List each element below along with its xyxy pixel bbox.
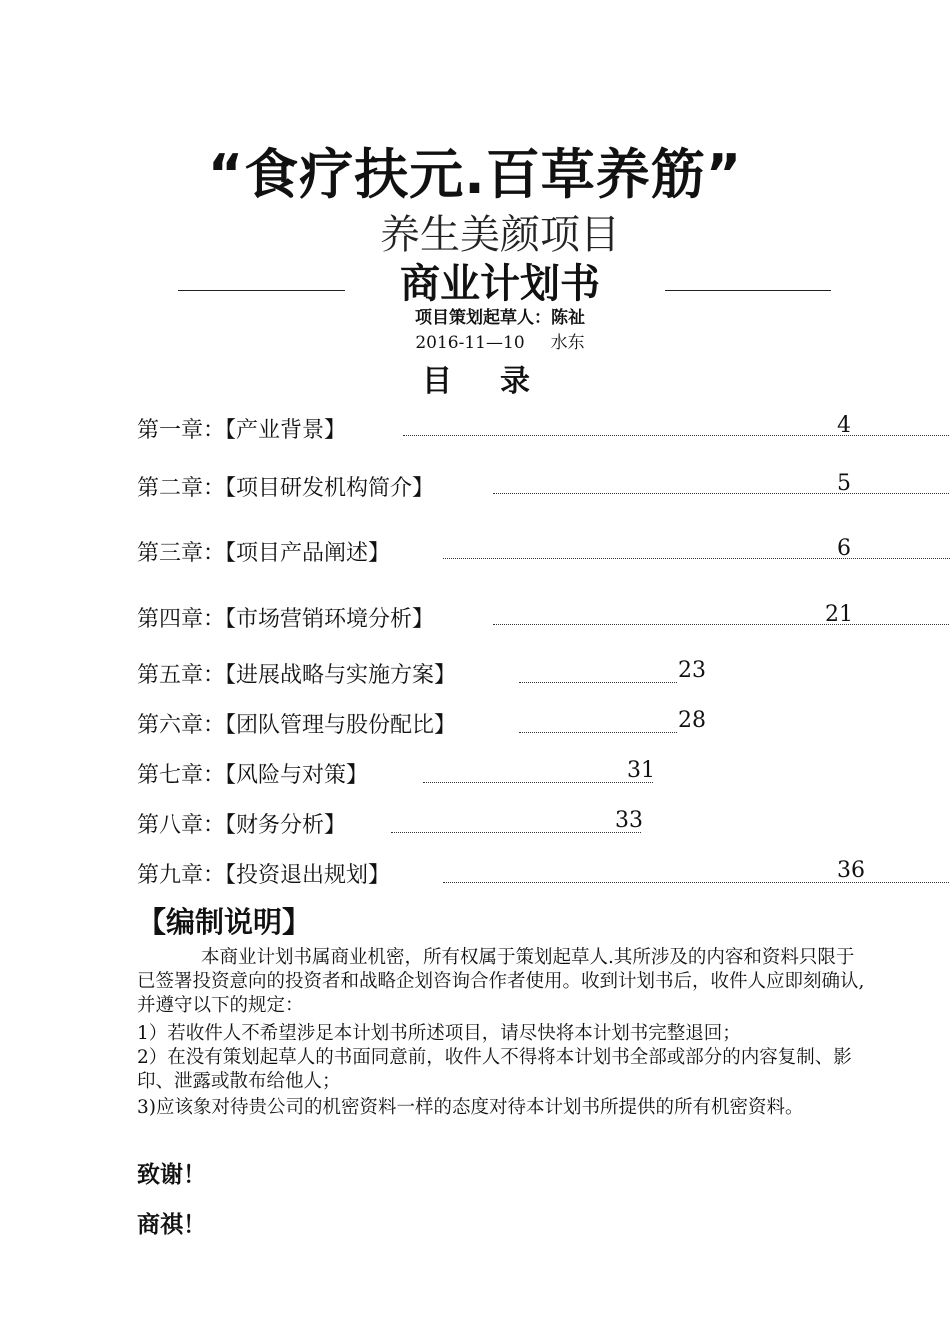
toc-item-label: 第二章：【项目研发机构简介】 xyxy=(137,476,435,501)
toc-leader xyxy=(519,732,677,733)
toc-leader xyxy=(423,782,653,783)
author-line: 项目策划起草人：陈祉 xyxy=(415,308,585,328)
toc-item-label: 第三章：【项目产品阐述】 xyxy=(137,541,391,566)
toc-item-page: 6 xyxy=(837,536,851,561)
document-title: “食疗扶元.百草养筋” xyxy=(207,143,743,206)
toc-leader xyxy=(403,435,950,436)
toc-item-label: 第五章：【进展战略与实施方案】 xyxy=(137,663,457,688)
toc-item-page: 36 xyxy=(837,858,865,883)
thanks-line: 致谢！ xyxy=(137,1162,206,1188)
toc-leader xyxy=(443,882,950,883)
toc-item-page: 5 xyxy=(837,471,851,496)
toc-item-label: 第四章：【市场营销环境分析】 xyxy=(137,607,435,632)
notes-heading: 【编制说明】 xyxy=(137,905,312,939)
toc-item-label: 第六章：【团队管理与股份配比】 xyxy=(137,713,457,738)
toc-leader xyxy=(391,832,641,833)
plan-subtitle: 商业计划书 xyxy=(400,261,600,307)
project-subtitle: 养生美颜项目 xyxy=(380,212,620,258)
date: 2016-11—10 xyxy=(415,333,525,353)
toc-item-page: 4 xyxy=(837,413,851,438)
toc-leader xyxy=(493,493,950,494)
notes-rule-3: 3)应该象对待贵公司的机密资料一样的态度对待本计划书所提供的所有机密资料。 xyxy=(137,1097,804,1118)
notes-rule-2: 2）在没有策划起草人的书面同意前，收件人不得将本计划书全部或部分的内容复制、影印、泄露或散布给他人； xyxy=(137,1047,852,1092)
toc-heading: 目录 xyxy=(422,364,578,399)
toc-item-page: 33 xyxy=(615,808,643,833)
toc-item-label: 第一章：【产业背景】 xyxy=(137,418,347,443)
closing-line: 商祺！ xyxy=(137,1212,206,1238)
date-line xyxy=(0,328,950,353)
toc-item-page: 23 xyxy=(678,658,706,683)
toc-item-label: 第九章：【投资退出规划】 xyxy=(137,863,391,888)
toc-leader xyxy=(519,682,677,683)
title-rule-right xyxy=(665,290,831,291)
toc-leader xyxy=(443,558,950,559)
toc-item-label: 第七章：【风险与对策】 xyxy=(137,763,369,788)
author-suffix: 水东 xyxy=(550,333,585,353)
toc-leader xyxy=(493,624,950,625)
notes-rule-1: 1）若收件人不希望涉足本计划书所述项目，请尽快将本计划书完整退回； xyxy=(137,1023,741,1044)
toc-item-page: 28 xyxy=(678,708,706,733)
notes-intro: 本商业计划书属商业机密，所有权属于策划起草人.其所涉及的内容和资料只限于已签署投资意向的投资者和战略企划咨询合作者使用。收到计划书后，收件人应即刻确认,并遵守以下的规定： xyxy=(137,947,865,1016)
toc-item-page: 21 xyxy=(825,602,853,627)
toc-item-label: 第八章：【财务分析】 xyxy=(137,813,347,838)
toc-item-page: 31 xyxy=(627,758,655,783)
